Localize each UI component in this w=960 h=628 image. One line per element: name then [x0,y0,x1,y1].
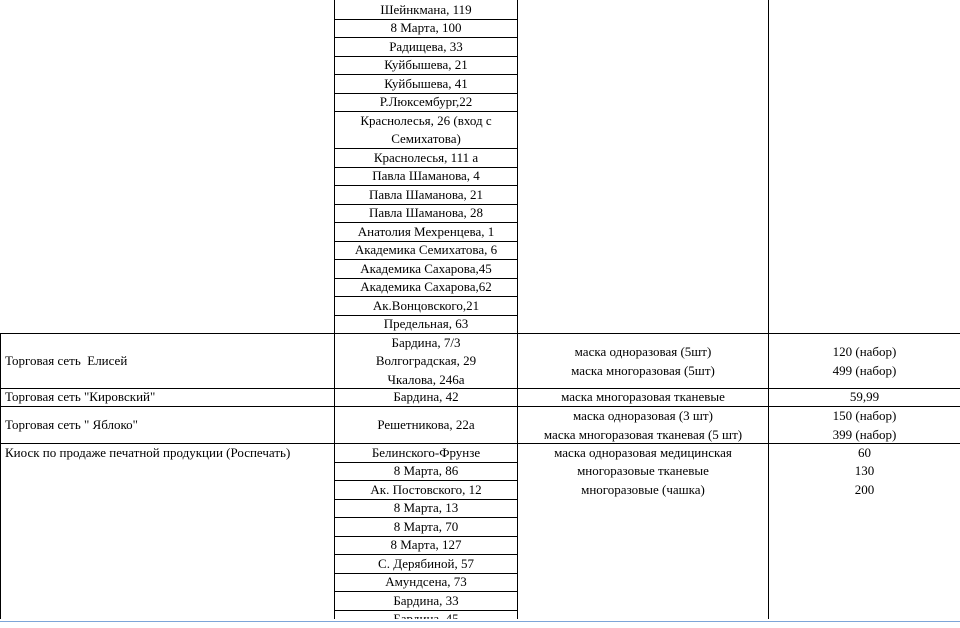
store-name: Торговая сеть " Яблоко" [5,417,138,432]
address-cell: Академика Сахарова,62 [360,279,492,294]
address-cell: Семихатова) [391,131,461,146]
address-cell: Бардина, 7/3 [391,335,461,350]
product-cell: многоразовые тканевые [577,463,709,478]
address-cell: Академика Сахарова,45 [360,261,492,276]
product-cell: маска многоразовая (5шт) [571,363,715,378]
product-cell: маска одноразовая (3 шт) [573,408,713,423]
product-cell: маска одноразовая медицинская [554,445,732,460]
price-cell: 150 (набор) [832,408,897,423]
address-cell: Волгоградская, 29 [375,353,477,368]
address-cell: Академика Семихатова, 6 [354,242,498,257]
address-cell: Куйбышева, 41 [384,76,468,91]
address-cell: Павла Шаманова, 28 [368,205,484,220]
store-name: Торговая сеть Елисей [5,353,128,368]
address-cell: 8 Марта, 70 [393,519,459,534]
price-cell: 59,99 [849,389,880,404]
price-cell: 120 (набор) [832,344,897,359]
address-cell: Ак.Вонцовского,21 [372,298,480,313]
address-cell: Краснолесья, 111 а [373,150,479,165]
address-cell: Краснолесья, 26 (вход с [360,113,492,128]
address-cell: Р.Люксембург,22 [379,94,473,109]
product-cell: маска многоразовая тканевые [561,389,725,404]
address-cell: 8 Марта, 127 [390,537,462,552]
price-cell: 130 [854,463,875,478]
col-border-3 [768,0,769,623]
address-cell: Предельная, 63 [383,316,469,331]
address-cell: Решетникова, 22а [377,417,475,432]
col-border-left [0,333,1,623]
address-cell: Чкалова, 246а [387,372,465,387]
address-cell: Амундсена, 73 [385,574,467,589]
product-cell: маска одноразовая (5шт) [574,344,712,359]
address-cell: Куйбышева, 21 [384,57,468,72]
price-cell: 200 [854,482,875,497]
store-name: Киоск по продаже печатной продукции (Роспечать) [5,445,291,460]
page-bottom-edge [0,621,960,622]
address-cell: Павла Шаманова, 4 [372,168,480,183]
store-name: Торговая сеть "Кировский" [5,389,156,404]
address-cell: Ак. Постовского, 12 [370,482,482,497]
address-cell: С. Дерябиной, 57 [378,556,474,571]
address-cell: Бардина, 42 [393,389,459,404]
address-cell: 8 Марта, 13 [393,500,459,515]
address-cell: Радищева, 33 [389,39,463,54]
address-cell: Шейнкмана, 119 [380,2,472,17]
address-cell: Павла Шаманова, 21 [368,187,484,202]
address-cell: Белинского-Фрунзе [371,445,481,460]
product-cell: многоразовые (чашка) [581,482,705,497]
address-cell: Бардина, 33 [393,593,459,608]
address-cell: 8 Марта, 100 [390,20,462,35]
price-cell: 60 [858,445,871,460]
price-cell: 499 (набор) [832,363,897,378]
address-cell: 8 Марта, 86 [393,463,459,478]
price-cell: 399 (набор) [832,427,897,442]
address-cell: Анатолия Мехренцева, 1 [357,224,495,239]
product-cell: маска многоразовая тканевая (5 шт) [543,427,743,442]
